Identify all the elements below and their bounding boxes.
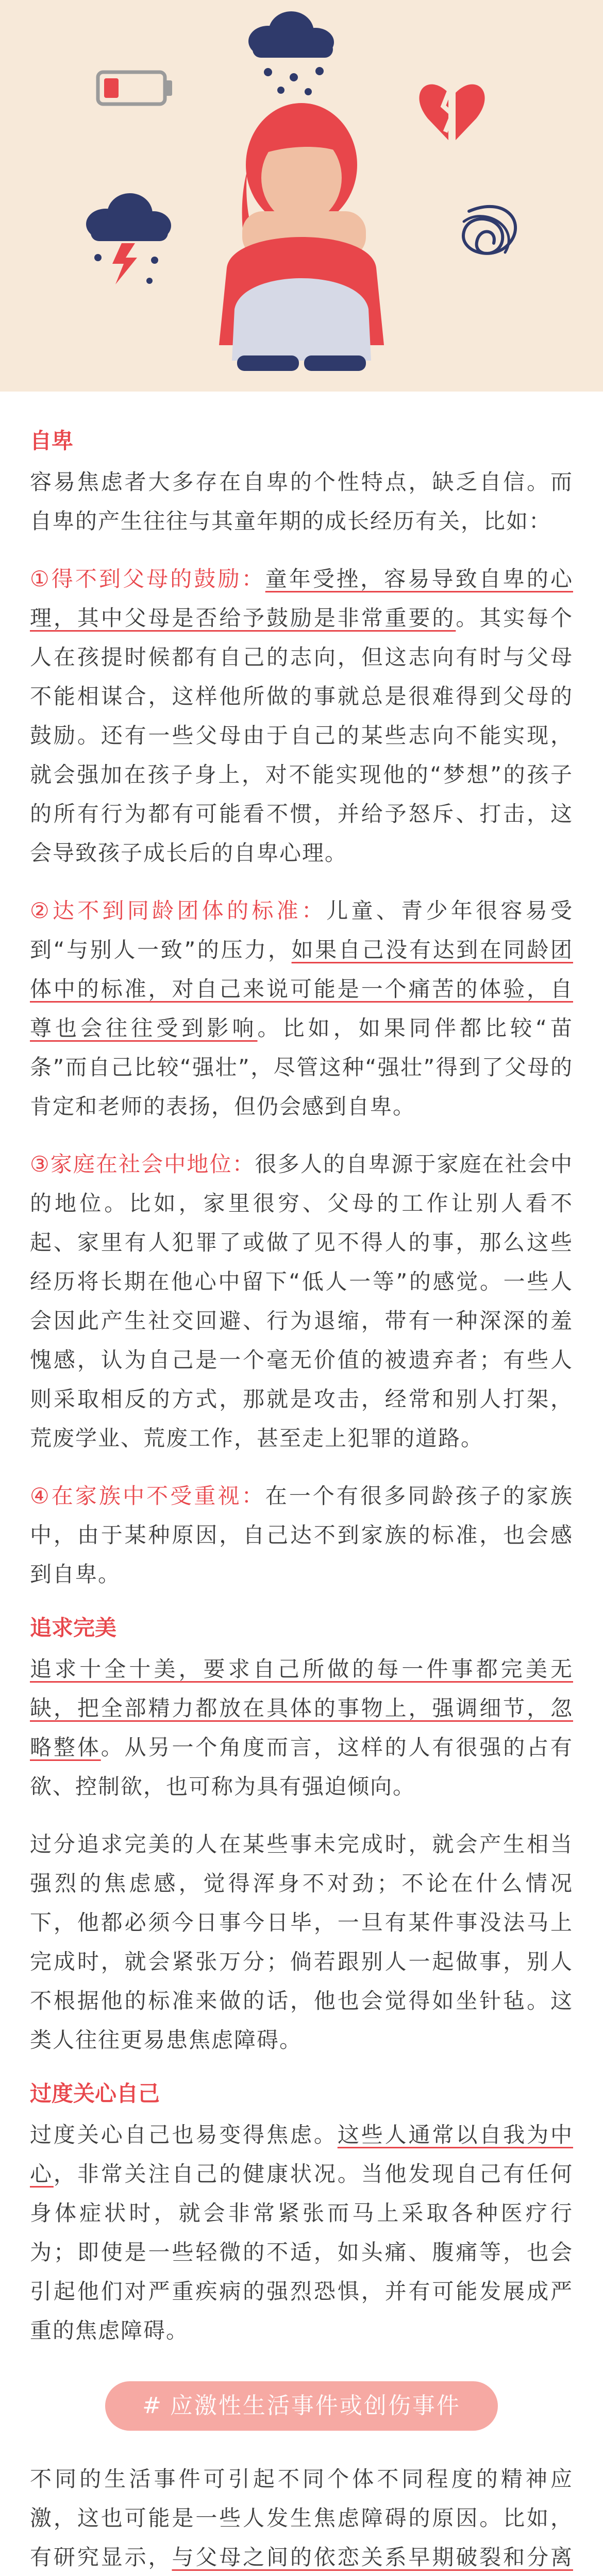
paragraph-text: 在一个有很多同龄孩子的家族中，由于某种原因，自己达不到家族的标准，也会感到自卑。 [30,1483,573,1587]
scribble-icon [463,207,515,253]
section-title-perfectionism: 追求完美 [30,1615,117,1640]
highlight-underline: 这些人通常以自我为中心 [30,2122,573,2187]
highlight-underline: 与父母之间的依恋关系早期破裂和分离 [172,2545,573,2570]
paragraph-text: 。比如，如果同伴都比较“苗条”而自己比较“强壮”，尽管这种“强壮”得到了父母的肯定和老师的表扬，但仍会感到自卑。 [30,1015,573,1119]
paragraph-text: 儿童、青少年很容易受到“与别人一致”的压力， [30,898,573,962]
article-body [0,392,603,2576]
broken-heart-icon [419,84,484,140]
perfectionism-p1 [30,1650,573,1806]
inferiority-point-3 [30,1145,573,1458]
highlight-underline: 如果自己没有达到在同龄团体中的标准，对自己来说可能是一个痛苦的体验，自尊也会往往受到影响 [30,937,573,1041]
paragraph-text: 。其实每个人在孩提时候都有自己的志向，但这志向有时与父母不能相谋合，这样他所做的事就总是很难得到父母的鼓励。还有一些父母由于自己的某些志向不能实现，就会强加在孩子身上，对不能实现他的“梦想”的孩子的所有行为都有可能看不惯，并给予怒斥、打击，这会导致孩子成长后的自卑心理。 [30,605,573,866]
perfectionism-p2: 过分追求完美的人在某些事未完成时，就会产生相当强烈的焦虑感，觉得浑身不对劲；不论在什么情况下，他都必须今日事今日毕，一旦有某件事没法马上完成时，就会紧张万分；倘若跟别人一起做事，别人不根据他的标准来做的话，他也会觉得如坐针毡。这类人往往更易患焦虑障碍。 [30,1832,573,2053]
rain-cloud-icon [248,11,334,95]
section-title-inferiority: 自卑 [30,428,74,453]
highlight-underline: 追求十全十美，要求自己所做的每一件事都完美无缺，把全部精力都放在具体的事物上，强调细节，忽略整体 [30,1656,573,1760]
point-lead: ①得不到父母的鼓励： [30,566,265,591]
section-title-health: 过度关心自己 [30,2081,160,2106]
inferiority-point-4 [30,1477,573,1594]
hero-illustration [0,0,603,392]
paragraph-text: ，非常关注自己的健康状况。当他发现自己有任何身体症状时，就会非常紧张而马上采取各种医疗行为；即使是一些轻微的不适，如头痛、腹痛等，也会引起他们对严重疾病的强烈恐惧，并有可能发展成严重的焦虑障碍。 [30,2161,573,2343]
point-lead: ②达不到同龄团体的标准： [30,898,327,923]
sitting-girl-figure [219,103,384,371]
point-lead: ③家庭在社会中地位： [30,1151,255,1177]
battery-low-icon [98,72,172,104]
inferiority-point-2 [30,891,573,1126]
health-p1 [30,2115,573,2350]
inferiority-point-1 [30,560,573,873]
section-banner-stress [105,2381,498,2431]
paragraph-text: 不同的生活事件可引起不同个体不同程度的精神应激，这也可能是一些人发生焦虑障碍的原因。比如，有研究显示， [30,2466,573,2570]
highlight-underline: 童年受挫，容易导致自卑的心理，其中父母是否给予鼓励是非常重要的 [30,566,573,631]
paragraph-text: 很多人的自卑源于家庭在社会中的地位。比如，家里很穷、父母的工作让别人看不起、家里有人犯罪了或做了见不得人的事，那么这些经历将长期在他心中留下“低人一等”的感觉。一些人会因此产生社交回避、行为退缩，带有一种深深的羞愧感，认为自己是一个毫无价值的被遗弃者；有些人则采取相反的方式，那就是攻击，经常和别人打架，荒废学业、荒废工作，甚至走上犯罪的道路。 [30,1151,573,1451]
paragraph-text: 过度关心自己也易变得焦虑。 [30,2122,338,2147]
stress-p1 [30,2460,573,2576]
banner-label: 应激性生活事件或创伤事件 [170,2393,461,2419]
hash-icon: # [142,2393,163,2419]
point-lead: ④在家族中不受重视： [30,1483,265,1509]
paragraph-text: 。从另一个角度而言，这样的人有很强的占有欲、控制欲，也可称为具有强迫倾向。 [30,1735,573,1799]
inferiority-intro: 容易焦虑者大多存在自卑的个性特点，缺乏自信。而自卑的产生往往与其童年期的成长经历有关，比如： [30,469,573,534]
storm-cloud-icon [86,193,171,284]
section-banner-wrap [30,2381,573,2431]
illustration-canvas [0,0,603,392]
